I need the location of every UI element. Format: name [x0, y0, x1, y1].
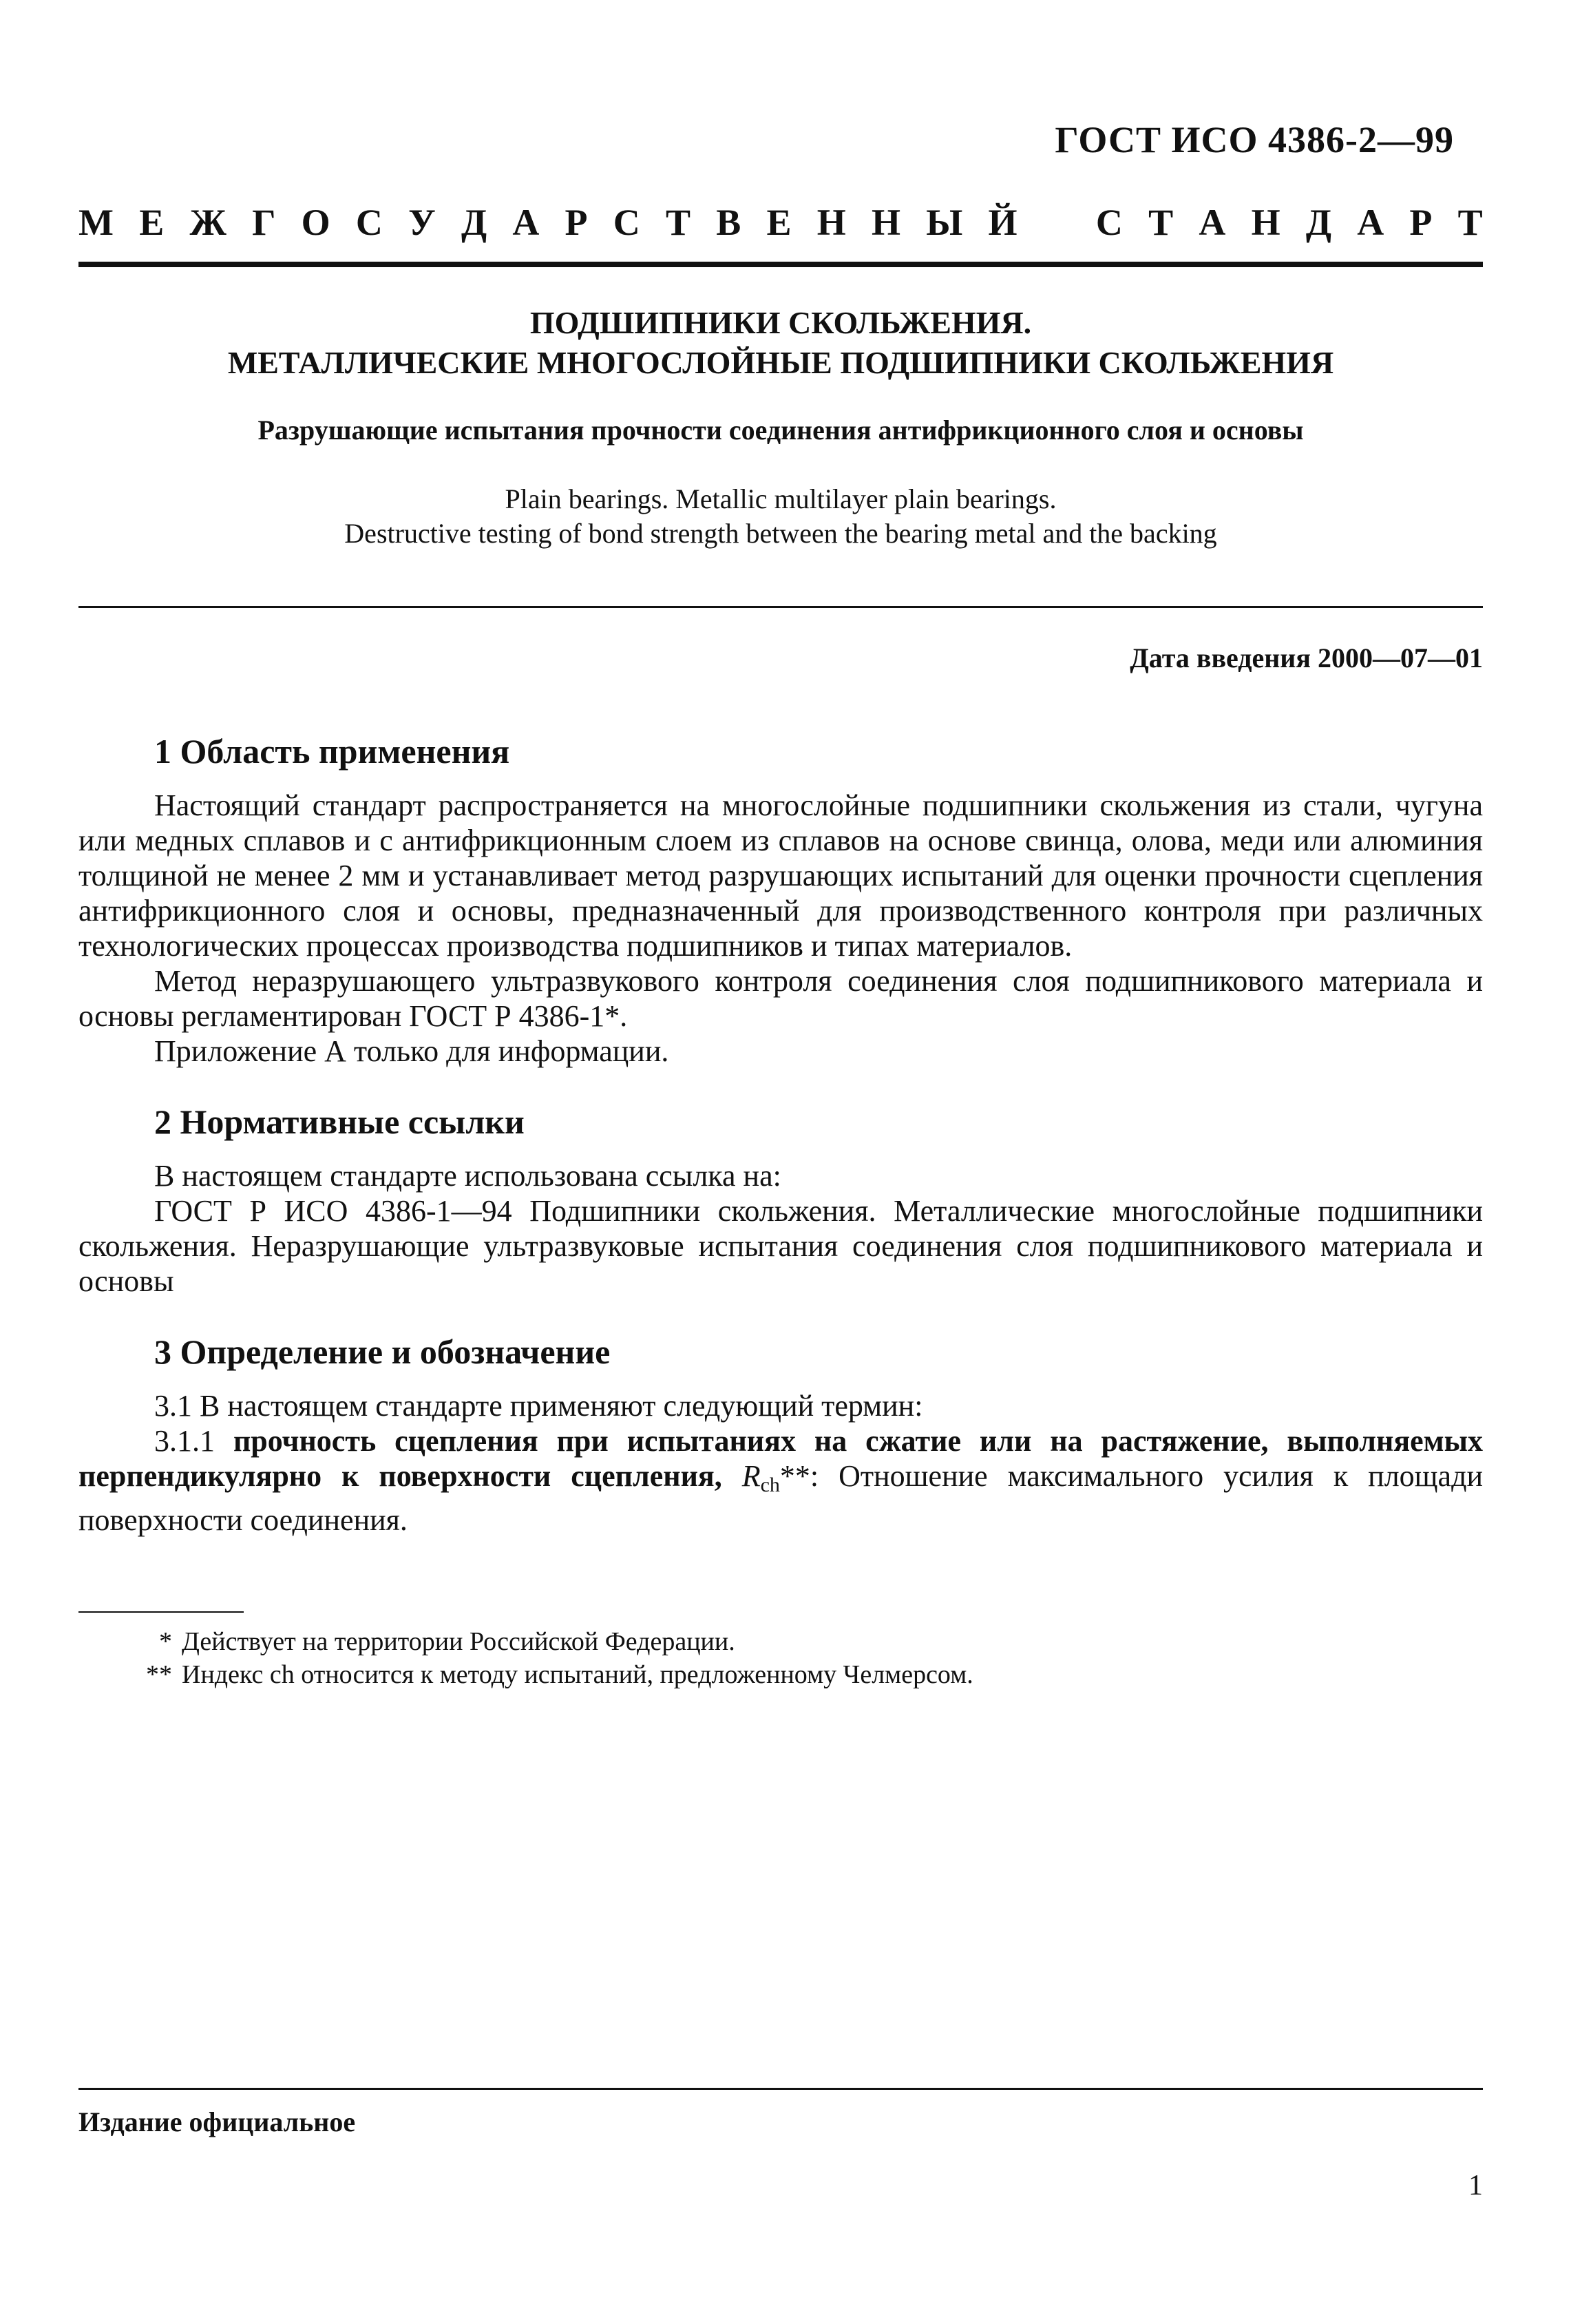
banner-letter: Н — [816, 202, 846, 243]
title-english-line-2: Destructive testing of bond strength between the bearing metal and the backing — [344, 518, 1217, 549]
banner-letter: Р — [565, 202, 588, 243]
footnote-mark: * — [159, 1627, 172, 1656]
banner-letter: Г — [252, 202, 276, 243]
title-rule — [78, 606, 1483, 608]
footnote — [78, 1658, 1483, 1691]
definition-text: : Отношение максимального усилия к площади поверхности соединения. — [78, 1459, 1484, 1537]
banner-letter: Е — [766, 202, 792, 243]
title-line-1: ПОДШИПНИКИ СКОЛЬЖЕНИЯ. — [529, 305, 1032, 340]
footnote-text: Действует на территории Российской Федерации. — [182, 1627, 735, 1656]
title-line-2: МЕТАЛЛИЧЕСКИЕ МНОГОСЛОЙНЫЕ ПОДШИПНИКИ СКОЛЬЖЕНИЯ — [227, 345, 1334, 380]
footnote-rule — [78, 1611, 244, 1613]
header-rule — [78, 262, 1483, 267]
introduction-date: Дата введения 2000—07—01 — [1130, 642, 1483, 673]
banner-letter: С — [613, 202, 640, 243]
banner-letter: М — [78, 202, 114, 243]
banner-letter: Р — [1409, 202, 1433, 243]
banner-letter: Й — [988, 202, 1018, 243]
section-2-paragraph-1: В настоящем стандарте использована ссылка на: — [154, 1159, 781, 1193]
banner-letter: О — [301, 202, 330, 243]
interstate-standard-banner — [78, 201, 1483, 244]
section-1-paragraph-2: Метод неразрушающего ультразвукового контроля соединения слоя подшипникового материала и основы регламентирован ГОСТ Р 4386-1*. — [78, 964, 1483, 1033]
term-symbol: R — [741, 1459, 761, 1493]
term-number: 3.1.1 — [154, 1424, 233, 1458]
banner-letter: В — [716, 202, 741, 243]
banner-letter: Т — [1148, 202, 1174, 243]
banner-letter: А — [1199, 202, 1226, 243]
banner-letter: А — [1357, 202, 1384, 243]
section-2-heading: 2 Нормативные ссылки — [154, 1102, 525, 1141]
banner-letter: Д — [1305, 202, 1331, 243]
title-block — [78, 303, 1483, 551]
banner-letter: Н — [1251, 202, 1280, 243]
page-number: 1 — [1468, 2170, 1483, 2201]
section-3-paragraph-1: 3.1 В настоящем стандарте применяют следующий термин: — [154, 1389, 923, 1423]
banner-letter: Т — [665, 202, 691, 243]
banner-word-gap — [1043, 201, 1071, 244]
banner-letter: Ы — [926, 202, 963, 243]
section-1-paragraph-1: Настоящий стандарт распространяется на многослойные подшипники скольжения из стали, чугуна или медных сплавов и с антифрикционным слоем из сплавов на основе свинца, олова, меди или алюминия толщиной не менее 2 мм и устанавливает метод разрушающих испытаний для оценки прочности сцепления антифрикционного слоя и основы, предназначенный для производственного контроля при различных технологических процессах производства подшипников и типах материалов. — [78, 788, 1483, 963]
section-1-heading: 1 Область применения — [154, 732, 510, 771]
title-english-line-1: Plain bearings. Metallic multilayer plain bearings. — [505, 483, 1057, 514]
term-text: прочность сцепления при испытаниях на сжатие или на растяжение, выполняемых перпендикулярно к поверхности сцепления, — [78, 1424, 1483, 1493]
section-2-reference: ГОСТ Р ИСО 4386-1—94 Подшипники скольжения. Металлические многослойные подшипники скольжения. Неразрушающие ультразвуковые испытания соединения слоя подшипникового материала и основы — [78, 1194, 1483, 1298]
banner-letter: С — [355, 202, 383, 243]
term-subscript: ch — [760, 1474, 780, 1496]
document-body — [78, 730, 1483, 1538]
document-code: ГОСТ ИСО 4386-2—99 — [1055, 119, 1454, 160]
footer-rule — [78, 2088, 1483, 2090]
edition-label: Издание официальное — [78, 2106, 356, 2137]
footnote-mark: ** — [146, 1660, 172, 1689]
banner-letter: Д — [461, 202, 487, 243]
footnotes — [78, 1625, 1483, 1691]
title-subtitle: Разрушающие испытания прочности соединения антифрикционного слоя и основы — [257, 415, 1304, 446]
section-3-heading: 3 Определение и обозначение — [154, 1332, 611, 1371]
term-marks: ** — [779, 1459, 810, 1493]
banner-letter: Т — [1457, 202, 1483, 243]
footnote — [78, 1625, 1483, 1658]
banner-letter: Е — [139, 202, 165, 243]
title-english — [78, 482, 1483, 551]
banner-letter: С — [1095, 202, 1123, 243]
term-definition — [78, 1423, 1483, 1538]
section-1-paragraph-3: Приложение А только для информации. — [154, 1034, 669, 1068]
banner-letter: А — [512, 202, 540, 243]
banner-letter: У — [408, 202, 436, 243]
banner-letter: Н — [871, 202, 900, 243]
footnote-text: Индекс ch относится к методу испытаний, предложенному Челмерсом. — [182, 1660, 973, 1689]
banner-letter: Ж — [189, 202, 226, 243]
